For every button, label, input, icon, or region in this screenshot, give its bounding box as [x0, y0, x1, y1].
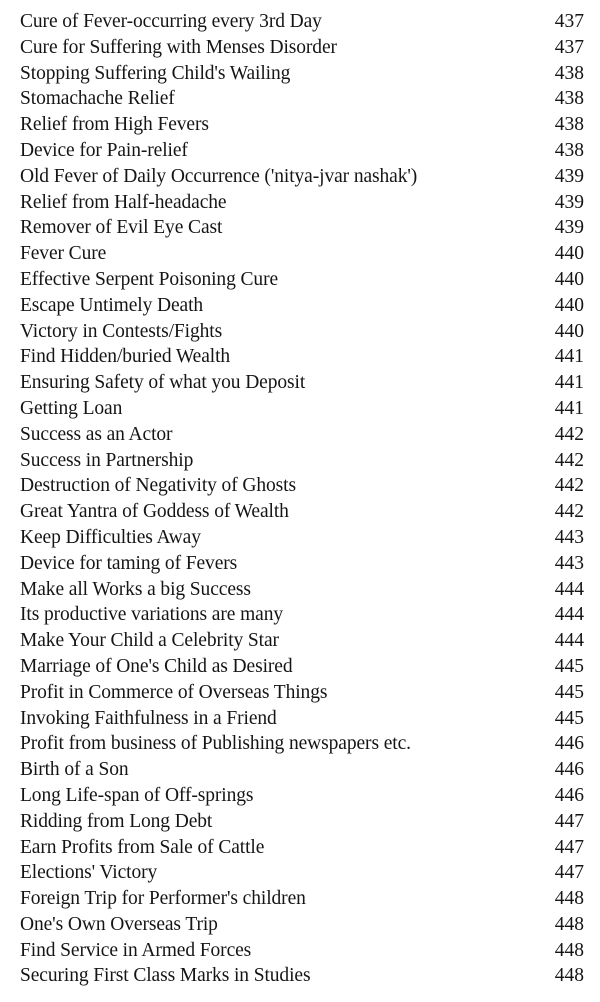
entry-page-number: 445 — [554, 655, 584, 677]
entry-page-number: 448 — [554, 939, 584, 961]
entry-page-number: 440 — [554, 294, 584, 316]
toc-entry — [20, 525, 584, 551]
toc-entry — [20, 757, 584, 783]
entry-page-number: 444 — [554, 630, 584, 652]
entry-page-number: 447 — [554, 862, 584, 884]
entry-page-number: 441 — [554, 397, 584, 419]
entry-page-number: 446 — [554, 733, 584, 755]
entry-page-number: 444 — [554, 604, 584, 626]
toc-entry — [20, 422, 584, 448]
entry-page-number: 438 — [554, 114, 584, 136]
toc-entry — [20, 809, 584, 835]
entry-title: Old Fever of Daily Occurrence ('nitya-jvar nashak') — [20, 165, 418, 187]
toc-entry — [20, 680, 584, 706]
entry-page-number: 442 — [554, 475, 584, 497]
toc-entry — [20, 164, 584, 190]
entry-title: Relief from High Fevers — [20, 114, 209, 136]
entry-title: Securing First Class Marks in Studies — [20, 965, 311, 987]
entry-page-number: 448 — [554, 888, 584, 910]
entry-page-number: 440 — [554, 320, 584, 342]
toc-entry — [20, 396, 584, 422]
entry-title: Great Yantra of Goddess of Wealth — [20, 501, 289, 523]
entry-title: Invoking Faithfulness in a Friend — [20, 707, 277, 729]
entry-page-number: 438 — [554, 62, 584, 84]
toc-entry — [20, 499, 584, 525]
toc-entry — [20, 938, 584, 964]
entry-page-number: 441 — [554, 372, 584, 394]
entry-title: Find Service in Armed Forces — [20, 939, 252, 961]
entry-page-number: 444 — [554, 578, 584, 600]
entry-page-number: 448 — [554, 965, 584, 987]
entry-page-number: 443 — [554, 552, 584, 574]
toc-entry — [20, 190, 584, 216]
toc-entry — [20, 61, 584, 87]
entry-title: Keep Difficulties Away — [20, 526, 201, 548]
entry-page-number: 446 — [554, 784, 584, 806]
toc-entry — [20, 215, 584, 241]
entry-page-number: 445 — [554, 707, 584, 729]
toc-entry — [20, 551, 584, 577]
entry-title: Find Hidden/buried Wealth — [20, 346, 231, 368]
toc-entry — [20, 112, 584, 138]
entry-page-number: 439 — [554, 165, 584, 187]
entry-title: Stopping Suffering Child's Wailing — [20, 62, 291, 84]
entry-page-number: 445 — [554, 681, 584, 703]
entry-page-number: 446 — [554, 759, 584, 781]
entry-title: Victory in Contests/Fights — [20, 320, 223, 342]
entry-page-number: 443 — [554, 526, 584, 548]
entry-title: Device for Pain-relief — [20, 139, 188, 161]
toc-entry — [20, 138, 584, 164]
entry-title: Effective Serpent Poisoning Cure — [20, 268, 279, 290]
entry-page-number: 437 — [554, 36, 584, 58]
toc-entry — [20, 473, 584, 499]
toc-entry — [20, 731, 584, 757]
entry-page-number: 439 — [554, 217, 584, 239]
toc-entry — [20, 602, 584, 628]
entry-page-number: 442 — [554, 423, 584, 445]
entry-title: Success as an Actor — [20, 423, 173, 445]
toc-entry — [20, 241, 584, 267]
entry-page-number: 442 — [554, 501, 584, 523]
entry-page-number: 447 — [554, 836, 584, 858]
entry-title: Elections' Victory — [20, 862, 158, 884]
entry-title: Stomachache Relief — [20, 88, 175, 110]
toc-entry — [20, 886, 584, 912]
entry-title: Birth of a Son — [20, 759, 129, 781]
entry-title: Make all Works a big Success — [20, 578, 251, 600]
entry-page-number: 440 — [554, 243, 584, 265]
toc-entry — [20, 448, 584, 474]
entry-title: Remover of Evil Eye Cast — [20, 217, 223, 239]
entry-page-number: 439 — [554, 191, 584, 213]
toc-entry — [20, 9, 584, 35]
entry-title: One's Own Overseas Trip — [20, 913, 218, 935]
toc-entry — [20, 860, 584, 886]
entry-title: Ensuring Safety of what you Deposit — [20, 372, 306, 394]
toc-entry — [20, 963, 584, 989]
entry-title: Its productive variations are many — [20, 604, 284, 626]
entry-page-number: 438 — [554, 139, 584, 161]
toc-entry — [20, 86, 584, 112]
entry-title: Cure of Fever-occurring every 3rd Day — [20, 11, 322, 32]
table-of-contents — [20, 9, 584, 989]
toc-entry — [20, 293, 584, 319]
toc-entry — [20, 319, 584, 345]
entry-title: Make Your Child a Celebrity Star — [20, 630, 279, 652]
entry-title: Fever Cure — [20, 243, 107, 265]
entry-title: Profit from business of Publishing newspapers etc. — [20, 733, 411, 755]
toc-entry — [20, 835, 584, 861]
entry-page-number: 440 — [554, 268, 584, 290]
entry-title: Relief from Half-headache — [20, 191, 227, 213]
entry-title: Cure for Suffering with Menses Disorder — [20, 36, 337, 58]
entry-page-number: 441 — [554, 346, 584, 368]
entry-title: Marriage of One's Child as Desired — [20, 655, 293, 677]
toc-entry — [20, 706, 584, 732]
toc-entry — [20, 35, 584, 61]
entry-title: Long Life-span of Off-springs — [20, 784, 254, 806]
toc-entry — [20, 628, 584, 654]
entry-title: Earn Profits from Sale of Cattle — [20, 836, 265, 858]
toc-entry — [20, 370, 584, 396]
toc-entry — [20, 344, 584, 370]
entry-title: Destruction of Negativity of Ghosts — [20, 475, 296, 497]
toc-entry — [20, 783, 584, 809]
entry-title: Escape Untimely Death — [20, 294, 204, 316]
entry-title: Success in Partnership — [20, 449, 194, 471]
entry-page-number: 447 — [554, 810, 584, 832]
entry-page-number: 442 — [554, 449, 584, 471]
entry-title: Getting Loan — [20, 397, 123, 419]
toc-entry — [20, 654, 584, 680]
entry-title: Ridding from Long Debt — [20, 810, 213, 832]
entry-page-number: 437 — [554, 11, 584, 32]
entry-page-number: 448 — [554, 913, 584, 935]
entry-title: Foreign Trip for Performer's children — [20, 888, 306, 910]
toc-entry — [20, 577, 584, 603]
entry-title: Device for taming of Fevers — [20, 552, 238, 574]
toc-entry — [20, 267, 584, 293]
entry-page-number: 438 — [554, 88, 584, 110]
toc-entry — [20, 912, 584, 938]
entry-title: Profit in Commerce of Overseas Things — [20, 681, 328, 703]
